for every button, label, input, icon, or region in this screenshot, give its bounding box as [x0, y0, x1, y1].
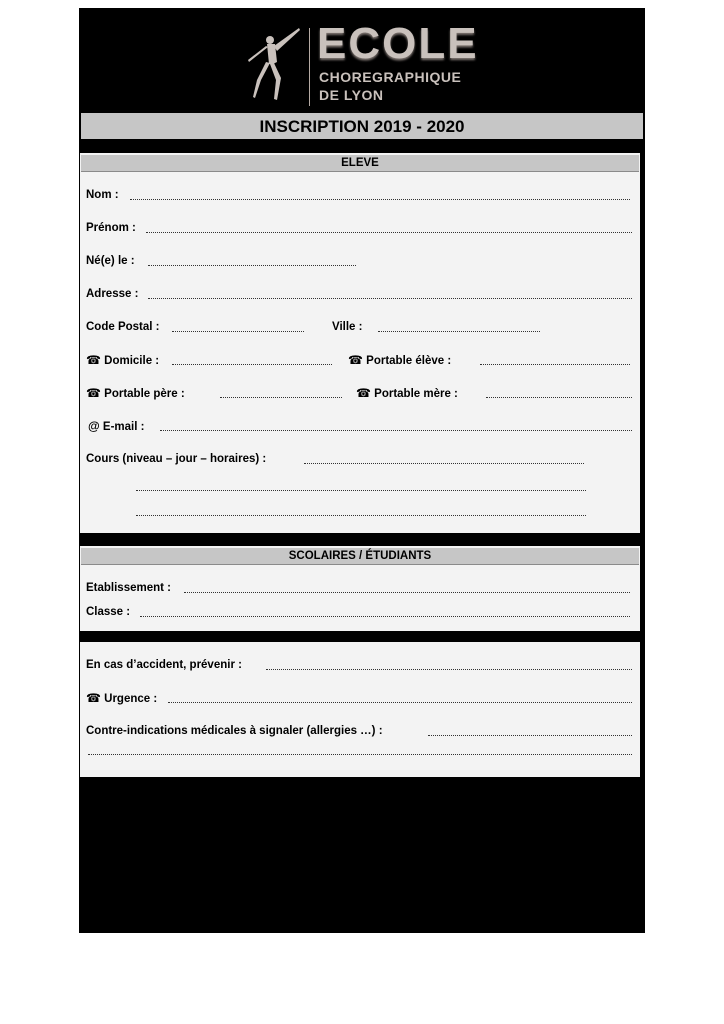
school-logo	[79, 8, 645, 111]
prenom-label: Prénom :	[86, 222, 136, 234]
classe-label: Classe :	[86, 606, 131, 618]
nom-field[interactable]	[130, 199, 630, 200]
portable-eleve-label	[348, 353, 451, 368]
adresse-label: Adresse :	[86, 288, 139, 300]
urgence-label	[86, 691, 157, 706]
accident-label: En cas d’accident, prévenir :	[86, 659, 242, 671]
phone-icon: ☎	[86, 386, 101, 400]
portable-eleve-field[interactable]	[480, 364, 630, 365]
domicile-label-text: Domicile :	[104, 355, 160, 367]
eleve-section-header: ELEVE	[81, 155, 639, 172]
eleve-section	[80, 153, 640, 533]
birthdate-field[interactable]	[148, 265, 356, 266]
email-label	[88, 419, 144, 434]
at-icon: @	[88, 419, 100, 433]
email-field[interactable]	[160, 430, 632, 431]
birthdate-label: Né(e) le :	[86, 255, 135, 267]
domicile-label	[86, 353, 159, 368]
logo-title: ECOLE	[317, 19, 479, 68]
logo-subtitle-line1: CHOREGRAPHIQUE	[319, 69, 462, 85]
cours-field-line1[interactable]	[304, 463, 584, 464]
cours-field-line2[interactable]	[136, 490, 586, 491]
contre-indications-field-line2[interactable]	[88, 754, 632, 755]
urgence-label-text: Urgence :	[104, 693, 158, 705]
logo-divider	[309, 28, 310, 106]
code-postal-field[interactable]	[172, 331, 304, 332]
prenom-field[interactable]	[146, 232, 632, 233]
portable-mere-label	[356, 386, 458, 401]
dancer-logo-icon	[247, 24, 301, 102]
portable-mere-field[interactable]	[486, 397, 632, 398]
cours-field-line3[interactable]	[136, 515, 586, 516]
contre-indications-label: Contre-indications médicales à signaler (allergies …) :	[86, 725, 383, 737]
classe-field[interactable]	[140, 616, 630, 617]
logo-subtitle-line2: DE LYON	[319, 87, 384, 103]
portable-pere-label-text: Portable père :	[104, 388, 185, 400]
portable-mere-label-text: Portable mère :	[374, 388, 458, 400]
phone-icon: ☎	[356, 386, 371, 400]
ville-field[interactable]	[378, 331, 540, 332]
email-label-text: E-mail :	[102, 421, 145, 433]
ville-label: Ville :	[332, 321, 363, 333]
contre-indications-field-line1[interactable]	[428, 735, 632, 736]
urgence-field[interactable]	[168, 702, 632, 703]
domicile-field[interactable]	[172, 364, 332, 365]
urgence-section	[80, 642, 640, 777]
portable-pere-field[interactable]	[220, 397, 342, 398]
phone-icon: ☎	[86, 691, 101, 705]
scolaires-section	[80, 546, 640, 631]
adresse-field[interactable]	[148, 298, 632, 299]
etablissement-label: Etablissement :	[86, 582, 171, 594]
nom-label: Nom :	[86, 189, 119, 201]
etablissement-field[interactable]	[184, 592, 630, 593]
cours-label: Cours (niveau – jour – horaires) :	[86, 453, 267, 465]
code-postal-label: Code Postal :	[86, 321, 160, 333]
accident-field[interactable]	[266, 669, 632, 670]
form-title: INSCRIPTION 2019 - 2020	[81, 113, 643, 139]
phone-icon: ☎	[86, 353, 101, 367]
portable-pere-label	[86, 386, 185, 401]
scolaires-section-header: SCOLAIRES / ÉTUDIANTS	[81, 548, 639, 565]
phone-icon: ☎	[348, 353, 363, 367]
portable-eleve-label-text: Portable élève :	[366, 355, 452, 367]
